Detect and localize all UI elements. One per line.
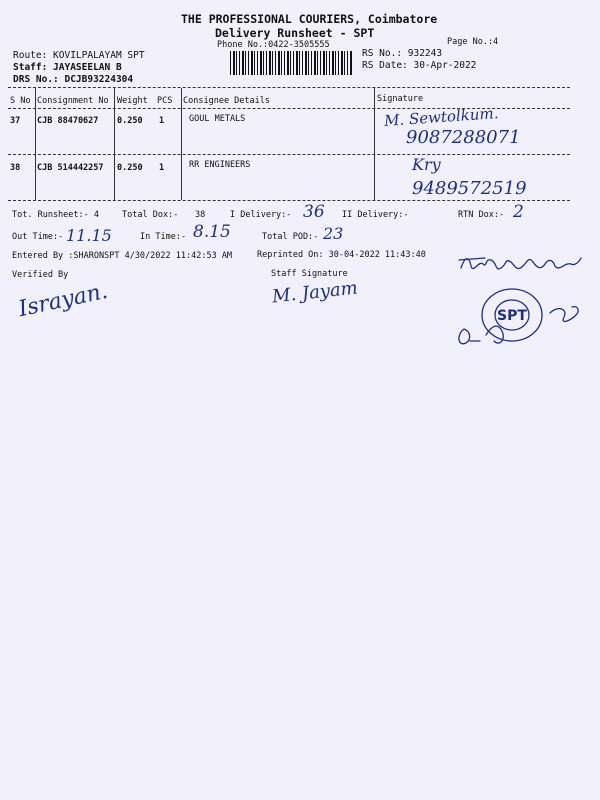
rs-date: RS Date: 30-Apr-2022 — [362, 60, 477, 71]
stamp-scrawl — [450, 295, 590, 360]
company-name: THE PROFESSIONAL COURIERS, Coimbatore — [181, 12, 438, 26]
total-pod-value: 23 — [323, 224, 344, 243]
rs-number: RS No.: 932243 — [362, 48, 443, 59]
out-time-value: 11.15 — [66, 226, 112, 245]
drs-number: DRS No.: DCJB93224304 — [13, 74, 134, 85]
runsheet-title: Delivery Runsheet - SPT — [215, 26, 375, 40]
in-time-label: In Time:- — [140, 232, 187, 242]
row-weight: 0.250 — [117, 116, 143, 126]
out-time-label: Out Time:- — [12, 232, 64, 242]
total-pod-label: Total POD:- — [262, 232, 319, 242]
staff-name: Staff: JAYASEELAN B — [13, 62, 122, 73]
row-sno: 38 — [10, 163, 21, 173]
row-pcs: 1 — [159, 116, 165, 126]
row-signature-name: M. Sewtolkum. — [383, 104, 499, 130]
row-consignment: CJB 88470627 — [37, 116, 99, 126]
col-header-signature: Signature — [377, 94, 424, 104]
rtn-dox-label: RTN Dox:- — [458, 210, 505, 220]
i-delivery-value: 36 — [303, 202, 325, 222]
tot-runsheet: Tot. Runsheet:- 4 — [12, 210, 99, 220]
total-dox-label: Total Dox:- — [122, 210, 179, 220]
verified-by-signature: Israyan. — [16, 278, 110, 323]
col-header-consignment: Consignment No — [37, 96, 109, 106]
row-signature-phone: 9087288071 — [406, 127, 521, 148]
row-consignee: RR ENGINEERS — [189, 160, 251, 170]
i-delivery-label: I Delivery:- — [230, 210, 292, 220]
staff-signature-label: Staff Signature — [271, 269, 348, 279]
row-consignment: CJB 514442257 — [37, 163, 104, 173]
verified-by-label: Verified By — [12, 270, 69, 280]
row-signature-phone: 9489572519 — [412, 178, 527, 199]
row-weight: 0.250 — [117, 163, 143, 173]
page-number: Page No.:4 — [447, 37, 499, 47]
total-dox-value: 38 — [195, 210, 206, 220]
staff-signature-handwritten: M. Jayam — [271, 277, 359, 308]
stamp-text: SPT — [497, 308, 527, 324]
barcode — [230, 51, 352, 75]
ii-delivery-label: II Delivery:- — [342, 210, 409, 220]
col-header-sno: S No — [10, 96, 31, 106]
rtn-dox-value: 2 — [513, 202, 524, 222]
entered-by: Entered By :SHARONSPT 4/30/2022 11:42:53 AM — [12, 251, 233, 261]
reprinted-on: Reprinted On: 30-04-2022 11:43:40 — [257, 250, 426, 260]
route: Route: KOVILPALAYAM SPT — [13, 50, 145, 61]
row-sno: 37 — [10, 116, 21, 126]
row-signature-name: Kry — [412, 155, 441, 174]
manager-signature — [455, 250, 585, 280]
row-pcs: 1 — [159, 163, 165, 173]
phone-number: Phone No.:0422-3505555 — [217, 40, 330, 50]
in-time-value: 8.15 — [193, 222, 231, 242]
col-header-pcs: PCS — [157, 96, 173, 106]
col-header-weight: Weight — [117, 96, 148, 106]
row-consignee: GOUL METALS — [189, 114, 246, 124]
col-header-consignee: Consignee Details — [183, 96, 270, 106]
